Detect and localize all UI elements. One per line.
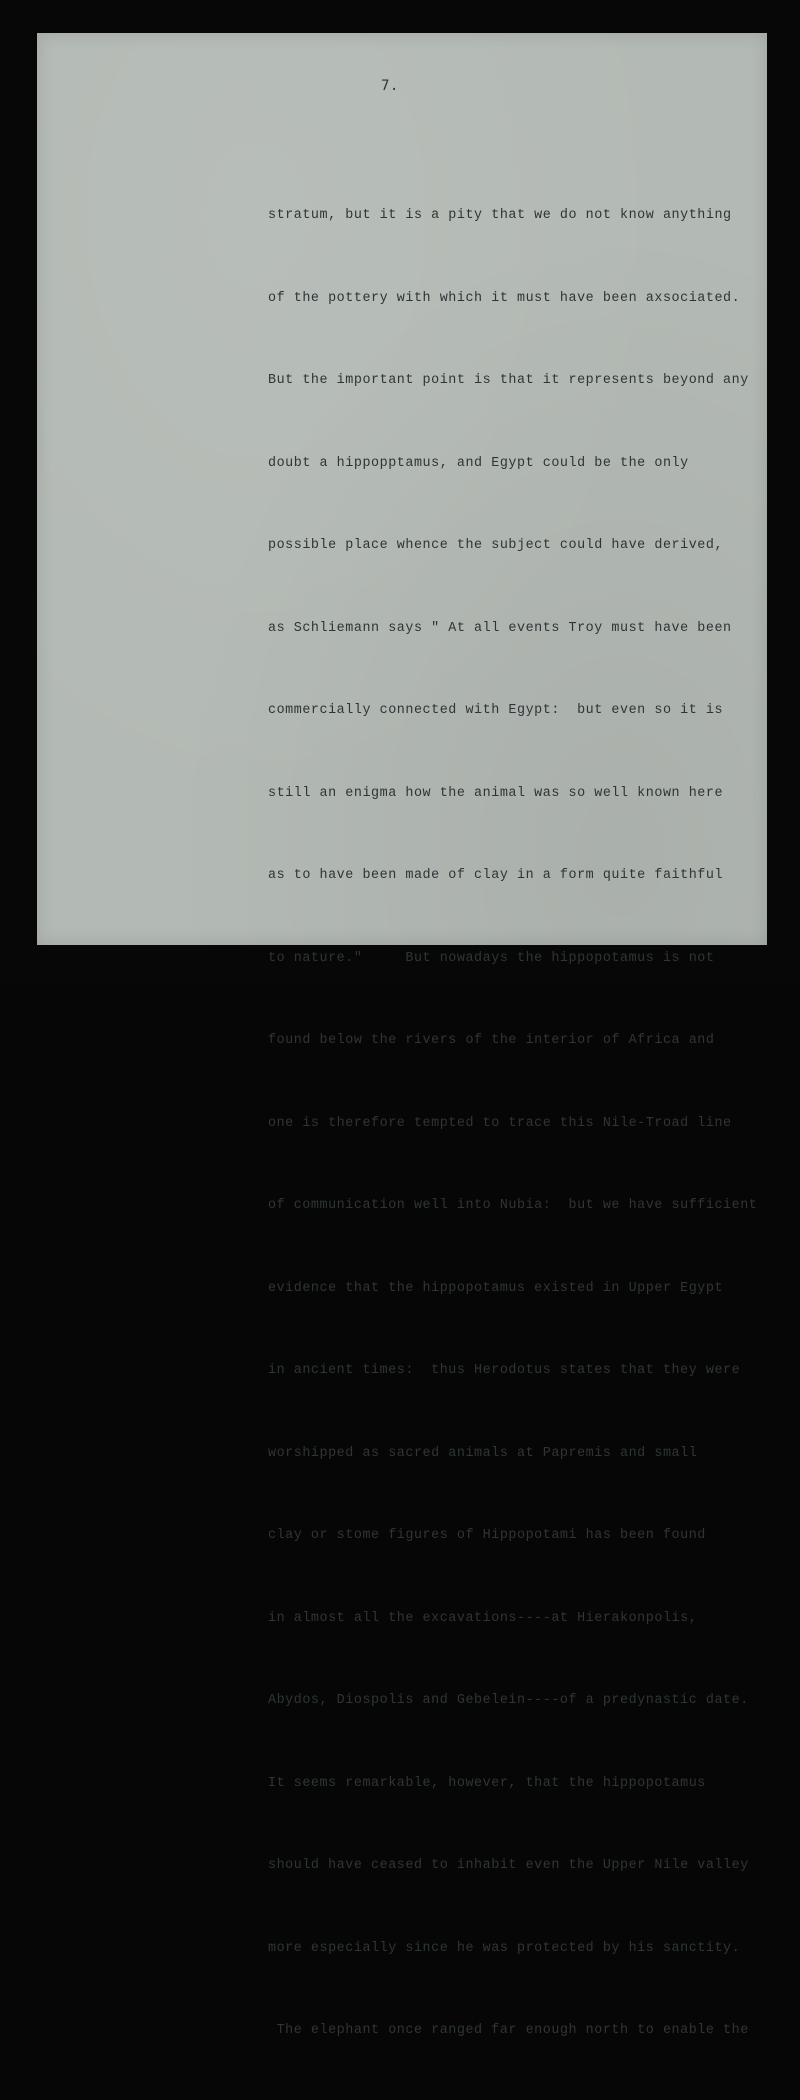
text-line: worshipped as sacred animals at Papremis and small — [268, 1445, 698, 1461]
text-line: evidence that the hippopotamus existed in Upper Egypt — [268, 1280, 724, 1296]
text-line: as to have been made of clay in a form quite faithful — [268, 868, 724, 883]
page-number: 7. — [381, 78, 399, 94]
text-line: of the pottery with which it must have been axsociated. — [268, 290, 741, 306]
text-line: in almost all the excavations----at Hierakonpolis, — [268, 1610, 698, 1626]
text-line: one is therefore tempted to trace this Nile-Troad line — [268, 1115, 732, 1131]
text-line: should have ceased to inhabit even the Upper Nile valley — [268, 1858, 749, 1873]
text-line: clay or stome figures of Hippopotami has been found — [268, 1528, 706, 1543]
text-line: doubt a hippopptamus, and Egypt could be the only — [268, 455, 689, 471]
text-line: stratum, but it is a pity that we do not know anything — [268, 208, 732, 223]
text-line: in ancient times: thus Herodotus states that they were — [268, 1363, 741, 1378]
text-line: found below the rivers of the interior of Africa and — [268, 1033, 715, 1048]
text-line: as Schliemann says " At all events Troy must have been — [268, 620, 732, 636]
text-line: But the important point is that it represents beyond any — [268, 373, 749, 388]
text-line: commercially connected with Egypt: but even so it is — [268, 703, 724, 718]
body-text — [268, 147, 758, 2100]
text-line: more especially since he was protected by his sanctity. — [268, 1940, 741, 1956]
text-line: It seems remarkable, however, that the hippopotamus — [268, 1775, 706, 1791]
text-line: still an enigma how the animal was so well known here — [268, 785, 724, 801]
text-line: Abydos, Diospolis and Gebelein----of a predynastic date. — [268, 1693, 749, 1708]
text-line: to nature." But nowadays the hippopotamus is not — [268, 950, 715, 966]
text-line: The elephant once ranged far enough north to enable the — [268, 2023, 749, 2038]
text-line: of communication well into Nubia: but we have sufficient — [268, 1198, 758, 1213]
text-line: possible place whence the subject could have derived, — [268, 538, 724, 553]
